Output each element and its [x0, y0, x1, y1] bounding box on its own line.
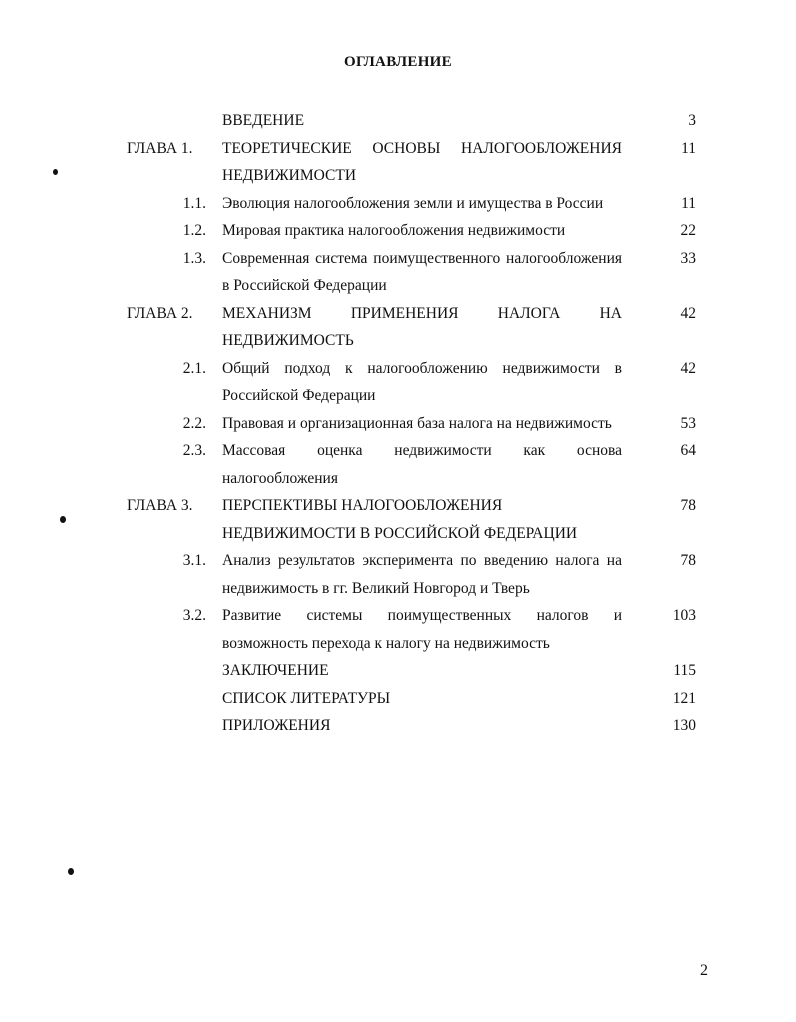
- toc-entry-text: Мировая практика налогообложения недвижимости: [222, 222, 566, 239]
- toc-entry-text: ТЕОРЕТИЧЕСКИЕ ОСНОВЫ НАЛОГООБЛОЖЕНИЯ НЕДВИЖИМОСТИ: [222, 139, 622, 184]
- toc-entry-text: СПИСОК ЛИТЕРАТУРЫ: [222, 689, 391, 707]
- toc-entry-chapter-1: [0, 135, 796, 190]
- page-title: ОГЛАВЛЕНИЕ: [344, 54, 452, 70]
- toc-entry-section-1-1: [0, 190, 796, 218]
- toc-entry-text: Эволюция налогообложения земли и имущества в России: [222, 194, 604, 212]
- toc-entry-page: 33: [680, 249, 696, 267]
- toc-entry-section-3-1: [0, 547, 796, 602]
- table-of-contents: [0, 107, 796, 740]
- toc-entry-page: 64: [680, 442, 696, 459]
- toc-entry-label: 2.2.: [182, 414, 206, 432]
- toc-entry-section-2-1: [0, 355, 796, 410]
- toc-entry-label: 2.3.: [182, 442, 206, 459]
- toc-entry-page: 121: [672, 689, 696, 707]
- toc-entry-section-2-2: [0, 410, 796, 438]
- toc-entry-label: ГЛАВА 1.: [127, 139, 193, 157]
- toc-entry-label: 1.3.: [182, 249, 206, 267]
- toc-entry-page: 11: [681, 194, 696, 212]
- toc-entry-page: 42: [680, 359, 696, 377]
- toc-entry-conclusion: [0, 657, 796, 685]
- toc-entry-text: МЕХАНИЗМ ПРИМЕНЕНИЯ НАЛОГА НА НЕДВИЖИМОСТЬ: [222, 304, 622, 349]
- toc-entry-label: ГЛАВА 2.: [127, 304, 193, 322]
- toc-entry-text: ПРИЛОЖЕНИЯ: [222, 717, 331, 734]
- toc-entry-chapter-3: [0, 492, 796, 547]
- page-number: 2: [700, 962, 708, 979]
- toc-entry-text: Общий подход к налогообложению недвижимости в Российской Федерации: [222, 359, 622, 404]
- toc-entry-text: Современная система поимущественного налогообложения в Российской Федерации: [222, 249, 622, 294]
- toc-entry-section-1-3: [0, 245, 796, 300]
- toc-entry-page: 3: [688, 112, 696, 129]
- toc-entry-label: 2.1.: [182, 359, 206, 377]
- toc-entry-text: Анализ результатов эксперимента по введению налога на недвижимость в гг. Великий Новгород и Тверь: [222, 552, 622, 597]
- toc-entry-page: 103: [672, 607, 696, 624]
- toc-entry-page: 22: [680, 222, 696, 239]
- scan-speck: [53, 169, 58, 175]
- toc-entry-page: 53: [680, 414, 696, 432]
- scan-speck: [68, 868, 74, 875]
- toc-entry-section-3-2: [0, 602, 796, 657]
- toc-entry-section-1-2: [0, 217, 796, 245]
- toc-entry-page: 115: [673, 662, 696, 679]
- toc-entry-page: 11: [681, 139, 696, 157]
- toc-entry-chapter-2: [0, 300, 796, 355]
- toc-entry-text-line-2: НЕДВИЖИМОСТИ В РОССИЙСКОЙ ФЕДЕРАЦИИ: [222, 524, 578, 542]
- toc-entry-text-line-1: ПЕРСПЕКТИВЫ НАЛОГООБЛОЖЕНИЯ: [222, 497, 503, 514]
- toc-entry-page: 78: [680, 497, 696, 514]
- toc-entry-introduction: [0, 107, 796, 135]
- toc-entry-page: 42: [680, 304, 696, 322]
- toc-entry-page: 130: [672, 717, 696, 734]
- toc-entry-label: 3.1.: [182, 552, 206, 569]
- toc-entry-label: 3.2.: [182, 607, 206, 624]
- toc-entry-text: Массовая оценка недвижимости как основа налогообложения: [222, 442, 622, 487]
- toc-entry-text: Развитие системы поимущественных налогов и возможность перехода к налогу на недвижимость: [222, 607, 622, 652]
- toc-entry-page: 78: [680, 552, 696, 569]
- toc-entry-section-2-3: [0, 437, 796, 492]
- toc-entry-bibliography: [0, 685, 796, 713]
- scan-speck: [60, 516, 66, 523]
- toc-entry-label: 1.2.: [182, 222, 206, 239]
- toc-entry-label: 1.1.: [182, 194, 206, 212]
- toc-entry-appendices: [0, 712, 796, 740]
- toc-entry-text: ЗАКЛЮЧЕНИЕ: [222, 662, 329, 679]
- toc-entry-text: ВВЕДЕНИЕ: [222, 112, 305, 129]
- toc-entry-label: ГЛАВА 3.: [127, 497, 193, 514]
- toc-entry-text: Правовая и организационная база налога на недвижимость: [222, 414, 612, 432]
